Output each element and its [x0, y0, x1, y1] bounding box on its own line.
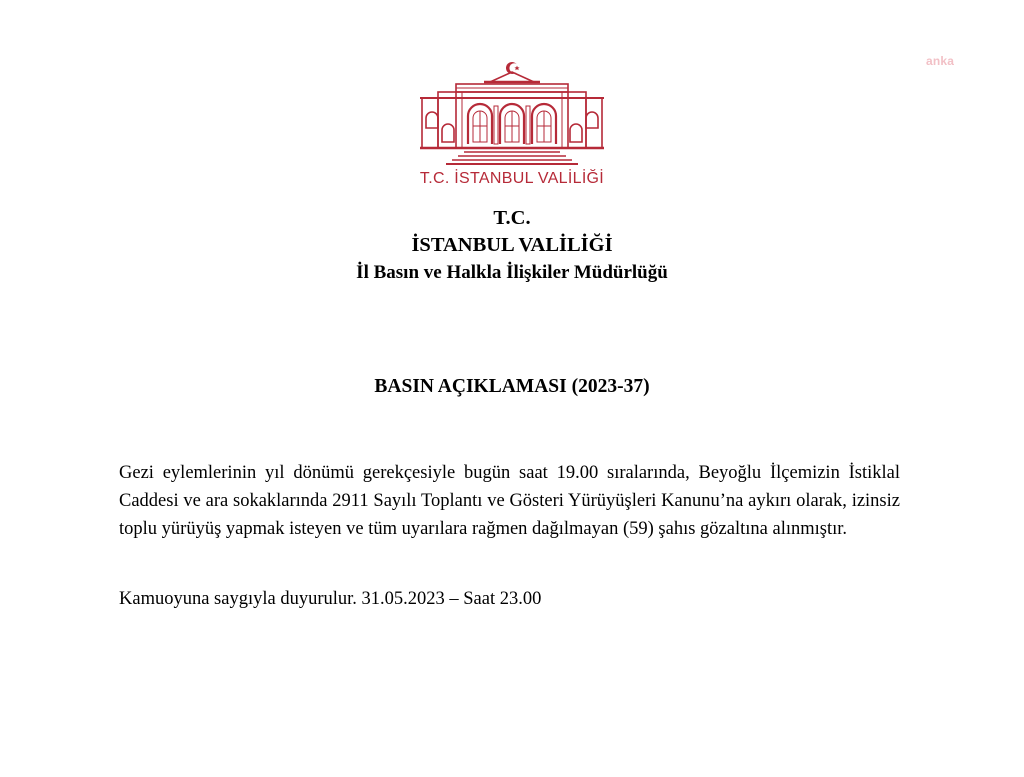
watermark: anka [926, 54, 955, 68]
press-release-title: BASIN AÇIKLAMASI (2023-37) [374, 376, 650, 397]
header-line-governorship: İSTANBUL VALİLİĞİ [411, 234, 613, 256]
logo-caption: T.C. İSTANBUL VALİLİĞİ [419, 170, 605, 187]
header-line-tc: T.C. [493, 207, 531, 229]
header-line-directorate: İl Basın ve Halkla İlişkiler Müdürlüğü [356, 262, 668, 283]
press-release-closing: Kamuoyuna saygıyla duyurulur. 31.05.2023 – Saat 23.00 [119, 589, 542, 609]
press-release-paragraph: Gezi eylemlerinin yıl dönümü gerekçesiyle bugün saat 19.00 sıralarında, Beyoğlu İlçemizin İstiklal Caddesi ve ara sokaklarında 2911 Sayılı Toplantı ve Gösteri Yürüyüşleri Kanunu’na aykırı olarak, izinsiz toplu yürüyüş yapmak isteyen ve tüm uyarılara rağmen dağılmayan (59) şahıs gözaltına alınmıştır. [119, 463, 900, 540]
document-header [0, 205, 1024, 286]
